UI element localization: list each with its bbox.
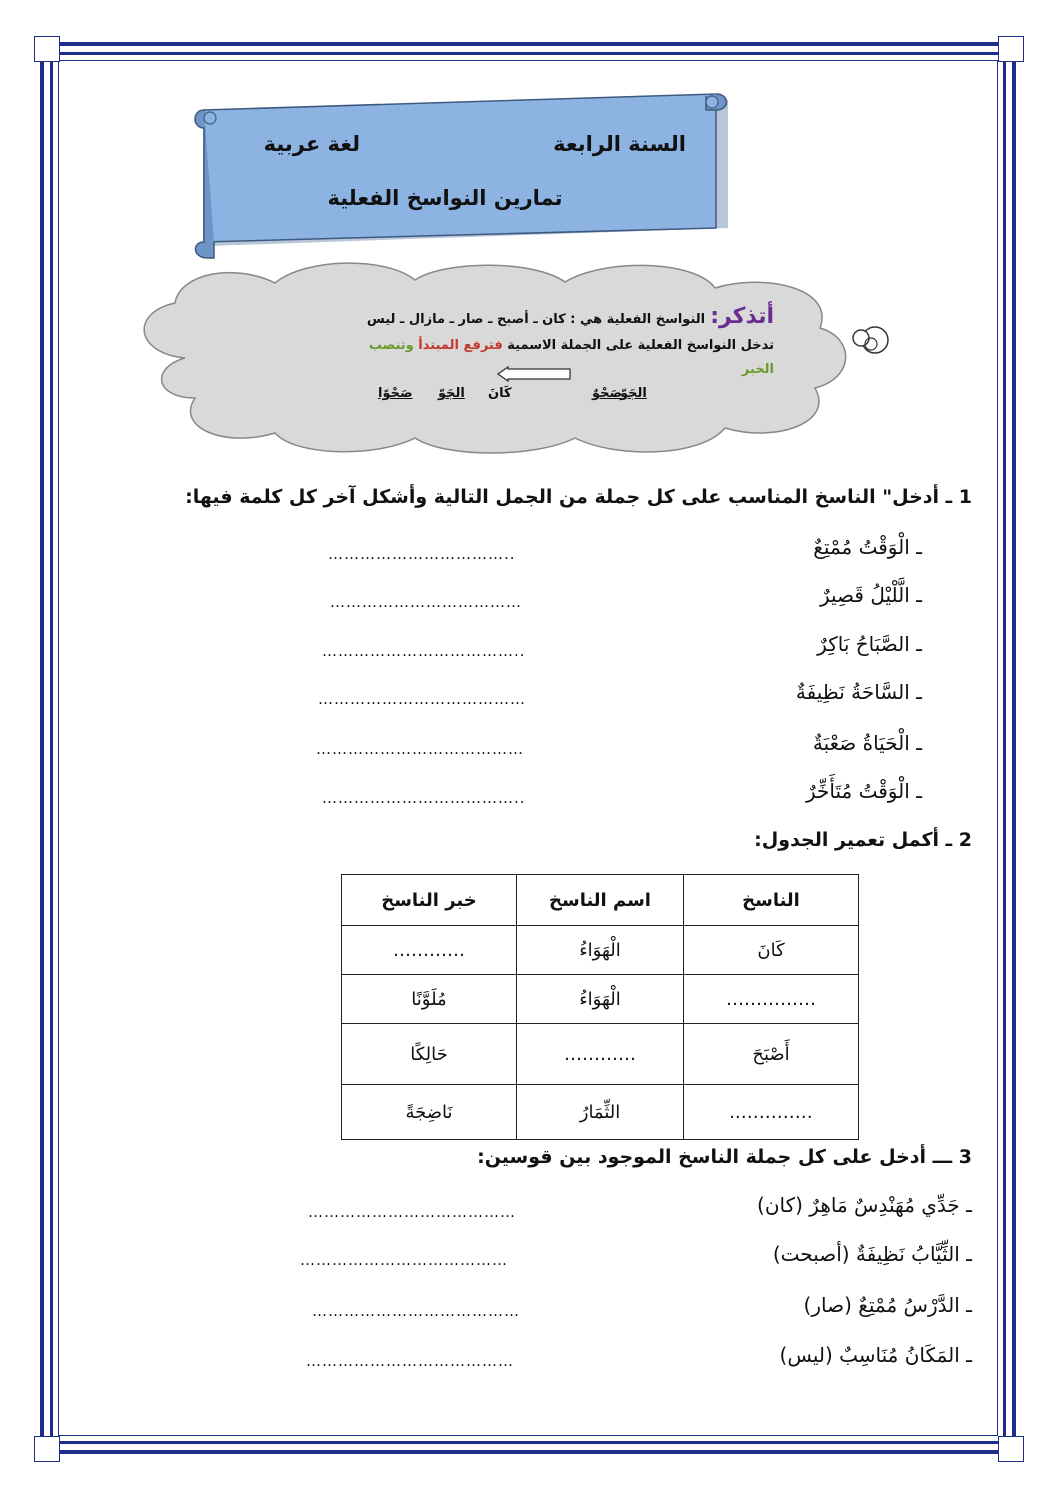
border-corner-top-right (998, 36, 1024, 62)
table-cell: الثِّمَارُ (517, 1085, 684, 1140)
col-header-khabar: خبر الناسخ (342, 875, 517, 926)
ex1-blank-3: ……………………………….. (322, 642, 526, 660)
ex3-sentence-2: ـ الثِّيَّابُ نَظِيفَةٌ (أصبحت) (772, 1242, 972, 1266)
table-cell: ………… (342, 926, 517, 975)
table-cell: …………… (684, 975, 859, 1024)
reminder-cloud (115, 258, 905, 458)
border-corner-bottom-left (34, 1436, 60, 1462)
table-cell: ………….. (684, 1085, 859, 1140)
ex1-sentence-6: ـ الْوَقْتُ مُتَأَخِّرٌ (806, 779, 922, 803)
ex3-sentence-4: ـ المَكَانُ مُنَاسِبٌ (ليس) (779, 1343, 972, 1367)
worksheet-title: تمارين النواسخ الفعلية (327, 186, 563, 210)
table-row (342, 975, 859, 1024)
ex3-blank-2: ………………………………… (300, 1251, 508, 1269)
example-subject-after: الجَوّ (438, 386, 465, 401)
reminder-text-green: وتنصب (368, 338, 414, 353)
ex1-blank-2: ……………………………… (330, 593, 522, 611)
example-predicate-after: صَحْوًا (378, 386, 413, 401)
example-predicate-before: صَحْوٌ (592, 386, 623, 401)
reminder-line-2 (200, 338, 774, 353)
exercise-2-heading: 2 ـ أكمل تعمير الجدول: (754, 829, 972, 851)
border-corner-bottom-right (998, 1436, 1024, 1462)
table-row (342, 1085, 859, 1140)
table-cell: حَالِكًا (342, 1024, 517, 1085)
table-cell: الْهَوَاءُ (517, 975, 684, 1024)
example-subject-before: الجَوّ (620, 386, 647, 401)
reminder-text-1: النواسخ الفعلية هي : كان ـ أصبح ـ صار ـ مازال ـ ليس (366, 312, 706, 327)
reminder-text-green-2: الخبر (741, 362, 774, 377)
ex3-blank-4: ………………………………… (306, 1352, 514, 1370)
table-cell: كَانَ (684, 926, 859, 975)
ex1-blank-5: ………………………………… (316, 740, 524, 758)
ex1-sentence-3: ـ الصَّبَاحُ بَاكِرٌ (817, 632, 922, 656)
ex1-blank-4: ………………………………… (318, 690, 526, 708)
table-cell: نَاضِجَةً (342, 1085, 517, 1140)
arrow-left-icon (496, 366, 572, 382)
table-row (342, 1024, 859, 1085)
reminder-text-2: تدخل النواسخ الفعلية على الجملة الاسمية (507, 338, 774, 353)
col-header-nasikh: الناسخ (684, 875, 859, 926)
table-row (342, 926, 859, 975)
scroll-banner (186, 80, 738, 265)
table-cell: أَصْبَحَ (684, 1024, 859, 1085)
exercise-1-heading: 1 ـ أدخل" الناسخ المناسب على كل جملة من الجمل التالية وأشكل آخر كل كلمة فيها: (185, 486, 972, 508)
ex3-sentence-3: ـ الدَّرْسُ مُمْتِعٌ (صار) (803, 1293, 972, 1317)
table-header-row (342, 875, 859, 926)
ex1-blank-1: …………………………….. (328, 545, 516, 563)
table-cell: مُلَوَّنًا (342, 975, 517, 1024)
table-cell: ………… (517, 1024, 684, 1085)
grade-label: السنة الرابعة (553, 132, 686, 156)
reminder-label: أتذكر: (710, 304, 774, 329)
subject-label: لغة عربية (263, 132, 360, 156)
reminder-line-1 (200, 304, 774, 329)
ex3-blank-3: ………………………………… (312, 1302, 520, 1320)
table-cell: الْهَوَاءُ (517, 926, 684, 975)
reminder-text-red: فترفع المبتدأ (418, 338, 503, 353)
example-kana: كَانَ (488, 386, 512, 401)
exercise-3-heading: 3 ـــ أدخل على كل جملة الناسخ الموجود بين قوسين: (477, 1146, 972, 1168)
col-header-ism: اسم الناسخ (517, 875, 684, 926)
border-corner-top-left (34, 36, 60, 62)
ex1-sentence-4: ـ السَّاحَةُ نَظِيفَةٌ (795, 680, 922, 704)
ex3-blank-1: ………………………………… (308, 1203, 516, 1221)
ex3-sentence-1: ـ جَدِّي مُهَنْدِسٌ مَاهِرٌ (كان) (757, 1193, 972, 1217)
completion-table (341, 874, 859, 1140)
ex1-blank-6: ……………………………….. (322, 789, 526, 807)
ex1-sentence-1: ـ الْوَقْتُ مُمْتِعٌ (813, 535, 922, 559)
ex1-sentence-2: ـ الَّلْيْلُ قَصِيرٌ (819, 583, 922, 607)
ex1-sentence-5: ـ الْحَيَاةُ صَعْبَةٌ (812, 731, 922, 755)
